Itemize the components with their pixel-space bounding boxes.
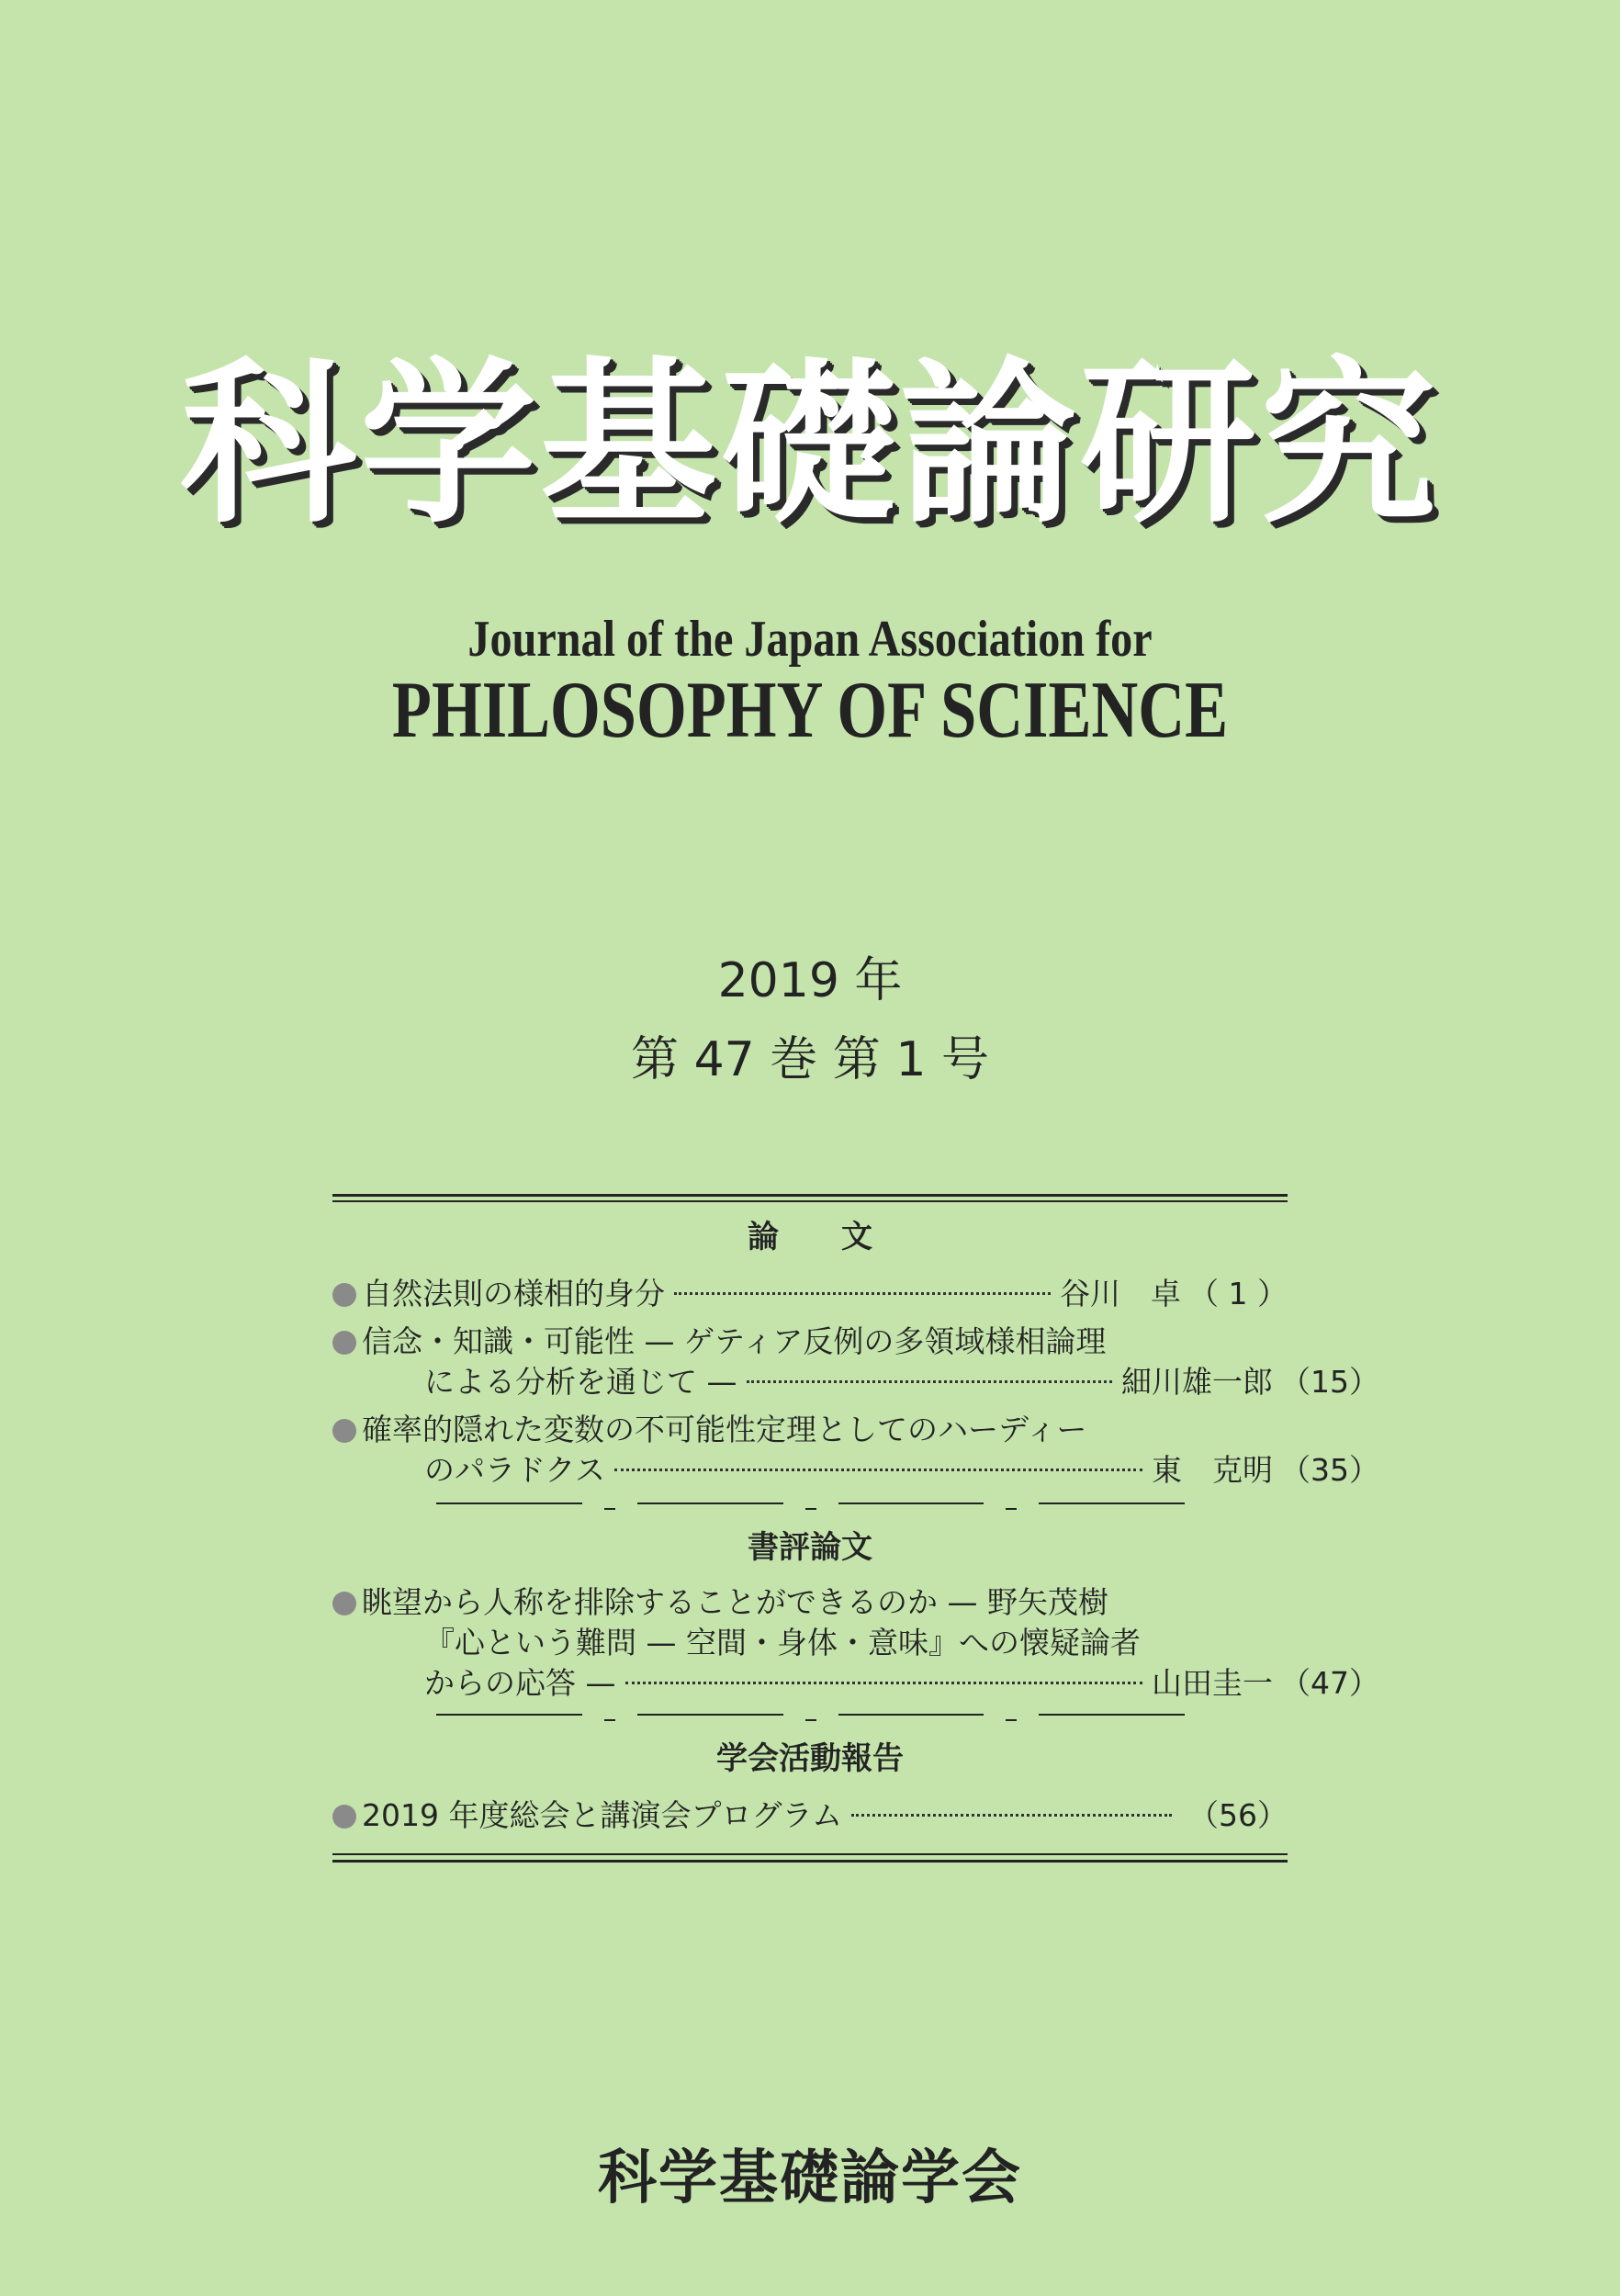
publisher-name: 科学基礎論学会: [598, 2144, 1022, 2212]
toc-top-rule-inner: [332, 1200, 1288, 1202]
entry-page: （35）: [1280, 1452, 1379, 1488]
toc-entry-2-line2: [332, 1363, 1379, 1401]
entry-title: 眺望から人称を排除することができるのか — 野矢茂樹: [362, 1584, 1108, 1620]
entry-author: 細川雄一郎: [1121, 1364, 1273, 1400]
section-heading-book-review: 書評論文: [748, 1529, 872, 1566]
entry-author: 東 克明: [1152, 1452, 1273, 1488]
bullet-icon: [332, 1592, 356, 1615]
entry-page: （ 1 ）: [1188, 1276, 1288, 1311]
journal-title-english-line1: Journal of the Japan Association for: [467, 611, 1153, 668]
toc-entry-4-line3: [332, 1664, 1379, 1703]
dot-leader: [625, 1681, 1143, 1684]
entry-title: 『心という難問 — 空間・身体・意味』への懐疑論者: [424, 1625, 1141, 1660]
issue-year: 2019 年: [717, 953, 903, 1008]
section-separator: [436, 1499, 1185, 1508]
toc-bottom-rule-inner: [332, 1853, 1288, 1855]
section-heading-society-report: 学会活動報告: [716, 1740, 904, 1777]
section-separator: [436, 1710, 1185, 1719]
entry-page: （15）: [1280, 1364, 1379, 1400]
entry-author: 山田圭一: [1152, 1665, 1273, 1701]
entry-title: 2019 年度総会と講演会プログラム: [362, 1797, 843, 1833]
entry-title: のパラドクス: [424, 1452, 606, 1488]
entry-title: 確率的隠れた変数の不可能性定理としてのハーディー: [362, 1412, 1087, 1447]
journal-title-japanese: 科学基礎論研究: [180, 341, 1440, 547]
entry-page: （47）: [1280, 1665, 1379, 1701]
entry-title: 自然法則の様相的身分: [362, 1276, 665, 1311]
dot-leader: [614, 1468, 1142, 1471]
entry-title: による分析を通じて —: [424, 1364, 737, 1400]
dot-leader: [747, 1379, 1113, 1383]
bullet-icon: [332, 1331, 356, 1355]
bullet-icon: [332, 1419, 356, 1443]
journal-title-english-line2: PHILOSOPHY OF SCIENCE: [391, 666, 1229, 755]
section-heading-articles: 論 文: [748, 1219, 872, 1255]
volume-issue: 第 47 巻 第 1 号: [631, 1032, 989, 1087]
toc-entry-5: [332, 1796, 1288, 1835]
toc-entry-3-line2: [332, 1451, 1379, 1490]
toc-bottom-rule: [332, 1860, 1288, 1863]
entry-title: 信念・知識・可能性 — ゲティア反例の多領域様相論理: [362, 1323, 1107, 1359]
bullet-icon: [332, 1805, 356, 1829]
dot-leader: [851, 1813, 1172, 1817]
toc-entry-2-line1: [332, 1322, 1288, 1361]
bullet-icon: [332, 1283, 356, 1307]
toc-entry-4-line1: [332, 1583, 1288, 1622]
dot-leader: [674, 1291, 1051, 1295]
toc-entry-1: [332, 1275, 1288, 1313]
entry-author: 谷川 卓: [1060, 1276, 1182, 1311]
entry-title: からの応答 —: [424, 1665, 616, 1701]
toc-entry-4-line2: [332, 1624, 1379, 1662]
toc-entry-3-line1: [332, 1411, 1288, 1449]
toc-top-rule: [332, 1194, 1288, 1197]
entry-page: （56）: [1188, 1797, 1288, 1833]
